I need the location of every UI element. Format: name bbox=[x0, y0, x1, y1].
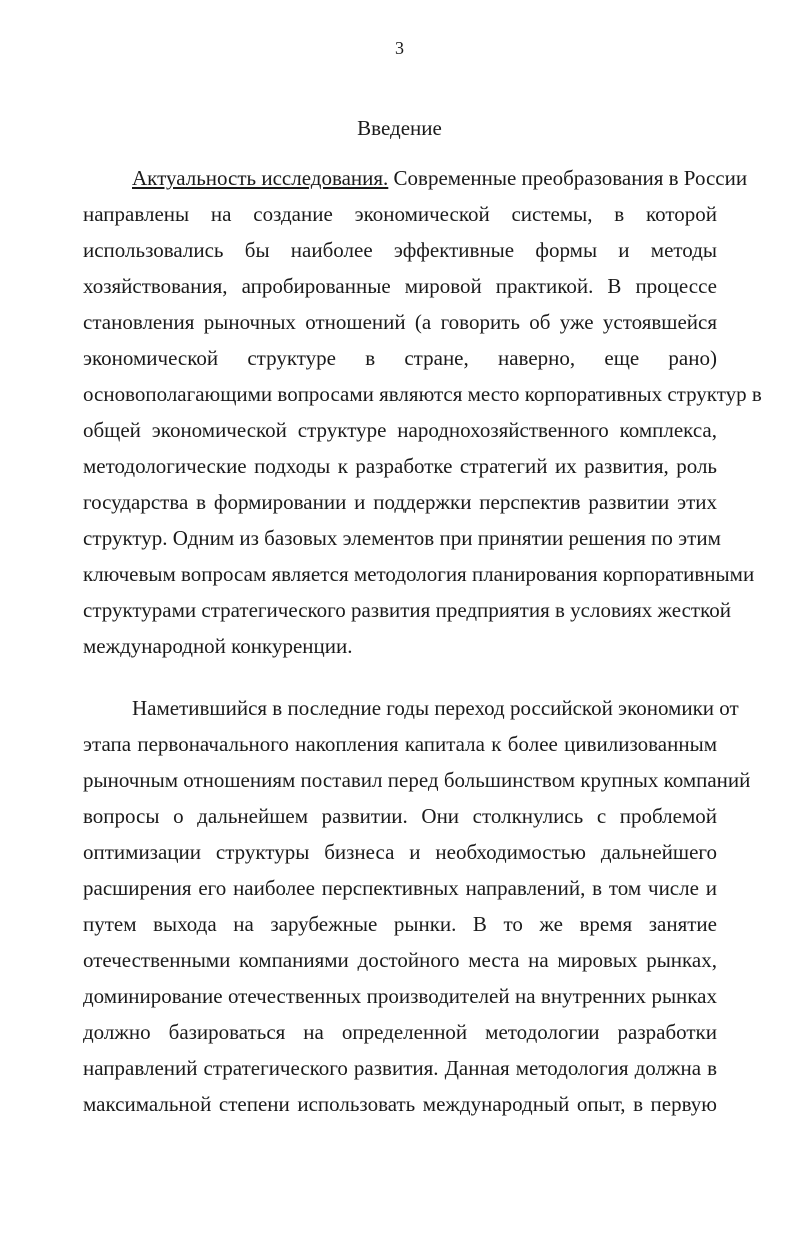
text-line: общей экономической структуре народнохозяйственного комплекса, bbox=[83, 418, 717, 442]
body-text bbox=[83, 160, 762, 1122]
page-number: 3 bbox=[395, 38, 404, 58]
paragraph-gap bbox=[83, 664, 717, 690]
text-line: структурами стратегического развития предприятия в условиях жесткой bbox=[83, 598, 731, 622]
text-fragment: Современные преобразования в России bbox=[388, 166, 748, 190]
text-line: методологические подходы к разработке стратегий их развития, роль bbox=[83, 454, 717, 478]
text-line: Наметившийся в последние годы переход российской экономики от bbox=[132, 696, 739, 720]
text-line: использовались бы наиболее эффективные формы и методы bbox=[83, 238, 717, 262]
paragraph-transition bbox=[83, 690, 751, 1122]
text-line: направлены на создание экономической системы, в которой bbox=[83, 202, 717, 226]
text-line: становления рыночных отношений (а говорить об уже устоявшейся bbox=[83, 310, 717, 334]
relevance-heading: Актуальность исследования. bbox=[132, 166, 389, 190]
text-line: направлений стратегического развития. Данная методология должна в bbox=[83, 1056, 717, 1080]
text-line: вопросы о дальнейшем развитии. Они столкнулись с проблемой bbox=[83, 804, 717, 828]
paragraph-relevance bbox=[83, 160, 762, 664]
text-line: рыночным отношениям поставил перед большинством крупных компаний bbox=[83, 768, 751, 792]
text-line: должно базироваться на определенной методологии разработки bbox=[83, 1020, 717, 1044]
text-line: хозяйствования, апробированные мировой практикой. В процессе bbox=[83, 274, 717, 298]
text-line: оптимизации структуры бизнеса и необходимостью дальнейшего bbox=[83, 840, 717, 864]
text-line: экономической структуре в стране, наверно, еще рано) bbox=[83, 346, 717, 370]
text-line: структур. Одним из базовых элементов при принятии решения по этим bbox=[83, 526, 721, 550]
text-line: государства в формировании и поддержки перспектив развитии этих bbox=[83, 490, 717, 514]
text-line: основополагающими вопросами являются место корпоративных структур в bbox=[83, 382, 762, 406]
text-line: расширения его наиболее перспективных направлений, в том числе и bbox=[83, 876, 717, 900]
text-line: доминирование отечественных производителей на внутренних рынках bbox=[83, 984, 717, 1008]
text-line: максимальной степени использовать международный опыт, в первую bbox=[83, 1092, 717, 1116]
text-line: международной конкуренции. bbox=[83, 634, 353, 658]
text-line bbox=[83, 160, 748, 196]
text-line: путем выхода на зарубежные рынки. В то же время занятие bbox=[83, 912, 717, 936]
text-line: ключевым вопросам является методология планирования корпоративными bbox=[83, 562, 755, 586]
text-line: отечественными компаниями достойного места на мировых рынках, bbox=[83, 948, 717, 972]
text-line: этапа первоначального накопления капитала к более цивилизованным bbox=[83, 732, 717, 756]
section-title: Введение bbox=[357, 116, 442, 140]
